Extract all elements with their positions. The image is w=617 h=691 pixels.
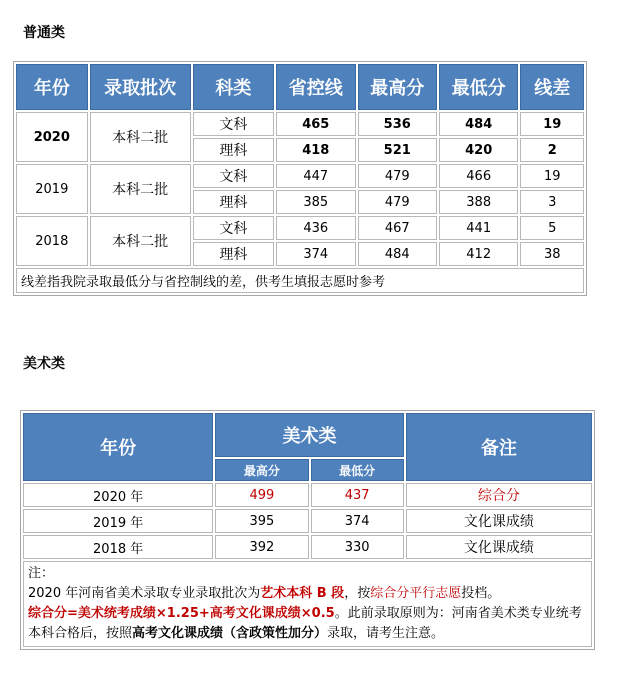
art-note-highlight-batch: 艺术本科 B 段 <box>260 586 345 601</box>
art-col-header-year: 年份 <box>23 413 213 481</box>
art-year-cell: 2020 年 <box>23 483 213 507</box>
subject-cell: 文科 <box>193 112 274 136</box>
max-score-cell: 521 <box>358 138 437 162</box>
max-score-cell: 479 <box>358 164 437 188</box>
control-line-cell: 436 <box>276 216 355 240</box>
art-col-header-group: 美术类 <box>215 413 404 457</box>
art-max-score-cell: 499 <box>215 483 308 507</box>
table-row <box>23 483 592 507</box>
art-min-score-cell: 374 <box>311 509 404 533</box>
batch-cell: 本科二批 <box>90 216 191 266</box>
col-header-year: 年份 <box>16 64 88 110</box>
diff-cell: 38 <box>520 242 584 266</box>
art-section-title: 美术类 <box>23 356 65 372</box>
col-header-subject: 科类 <box>193 64 274 110</box>
art-min-score-cell: 437 <box>311 483 404 507</box>
art-note-highlight-method: 综合分平行志愿 <box>370 586 462 601</box>
art-note-highlight-formula: 综合分=美术统考成绩×1.25+高考文化课成绩×0.5 <box>28 606 335 621</box>
art-note-highlight-culture: 高考文化课成绩（含政策性加分） <box>132 626 328 641</box>
col-header-batch: 录取批次 <box>90 64 191 110</box>
art-note-label: 注： <box>28 566 55 581</box>
subject-cell: 理科 <box>193 190 274 214</box>
art-col-header-remark: 备注 <box>406 413 592 481</box>
table-row <box>23 535 592 559</box>
min-score-cell: 441 <box>439 216 518 240</box>
col-header-control-line: 省控线 <box>276 64 355 110</box>
art-note-text: 录取，请考生注意。 <box>327 626 445 641</box>
year-cell: 2020 <box>16 112 88 162</box>
max-score-cell: 536 <box>358 112 437 136</box>
diff-cell: 19 <box>520 164 584 188</box>
diff-cell: 5 <box>520 216 584 240</box>
art-remark-cell: 文化课成绩 <box>406 535 592 559</box>
general-section-title: 普通类 <box>23 25 65 41</box>
control-line-cell: 447 <box>276 164 355 188</box>
min-score-cell: 412 <box>439 242 518 266</box>
min-score-cell: 466 <box>439 164 518 188</box>
col-header-diff: 线差 <box>520 64 584 110</box>
year-cell: 2019 <box>16 164 88 214</box>
subject-cell: 理科 <box>193 138 274 162</box>
batch-cell: 本科二批 <box>90 164 191 214</box>
diff-cell: 2 <box>520 138 584 162</box>
col-header-min-score: 最低分 <box>439 64 518 110</box>
control-line-cell: 374 <box>276 242 355 266</box>
general-table-note: 线差指我院录取最低分与省控制线的差，供考生填报志愿时参考 <box>16 268 584 293</box>
art-note-text: 。此前录取原则为：河南省美术类专业统考本科合格后，按照 <box>28 606 582 641</box>
max-score-cell: 467 <box>358 216 437 240</box>
year-cell: 2018 <box>16 216 88 266</box>
max-score-cell: 484 <box>358 242 437 266</box>
art-remark-cell: 综合分 <box>406 483 592 507</box>
art-remark-cell: 文化课成绩 <box>406 509 592 533</box>
art-year-cell: 2019 年 <box>23 509 213 533</box>
control-line-cell: 385 <box>276 190 355 214</box>
max-score-cell: 479 <box>358 190 437 214</box>
min-score-cell: 484 <box>439 112 518 136</box>
art-max-score-cell: 392 <box>215 535 308 559</box>
art-col-header-min: 最低分 <box>311 459 404 481</box>
art-admission-table <box>20 410 595 650</box>
general-admission-table <box>13 61 587 296</box>
subject-cell: 文科 <box>193 164 274 188</box>
art-min-score-cell: 330 <box>311 535 404 559</box>
table-row <box>16 164 584 188</box>
subject-cell: 文科 <box>193 216 274 240</box>
art-note-text: 投档。 <box>461 586 501 601</box>
art-note-text: 2020 年河南省美术录取专业录取批次为 <box>28 586 261 601</box>
diff-cell: 19 <box>520 112 584 136</box>
art-col-header-max: 最高分 <box>215 459 308 481</box>
art-table-note <box>23 561 592 647</box>
control-line-cell: 418 <box>276 138 355 162</box>
table-row <box>16 112 584 136</box>
min-score-cell: 420 <box>439 138 518 162</box>
art-year-cell: 2018 年 <box>23 535 213 559</box>
min-score-cell: 388 <box>439 190 518 214</box>
art-note-text: ，按 <box>344 586 371 601</box>
subject-cell: 理科 <box>193 242 274 266</box>
batch-cell: 本科二批 <box>90 112 191 162</box>
col-header-max-score: 最高分 <box>358 64 437 110</box>
table-row <box>16 216 584 240</box>
table-row <box>23 509 592 533</box>
art-max-score-cell: 395 <box>215 509 308 533</box>
diff-cell: 3 <box>520 190 584 214</box>
control-line-cell: 465 <box>276 112 355 136</box>
